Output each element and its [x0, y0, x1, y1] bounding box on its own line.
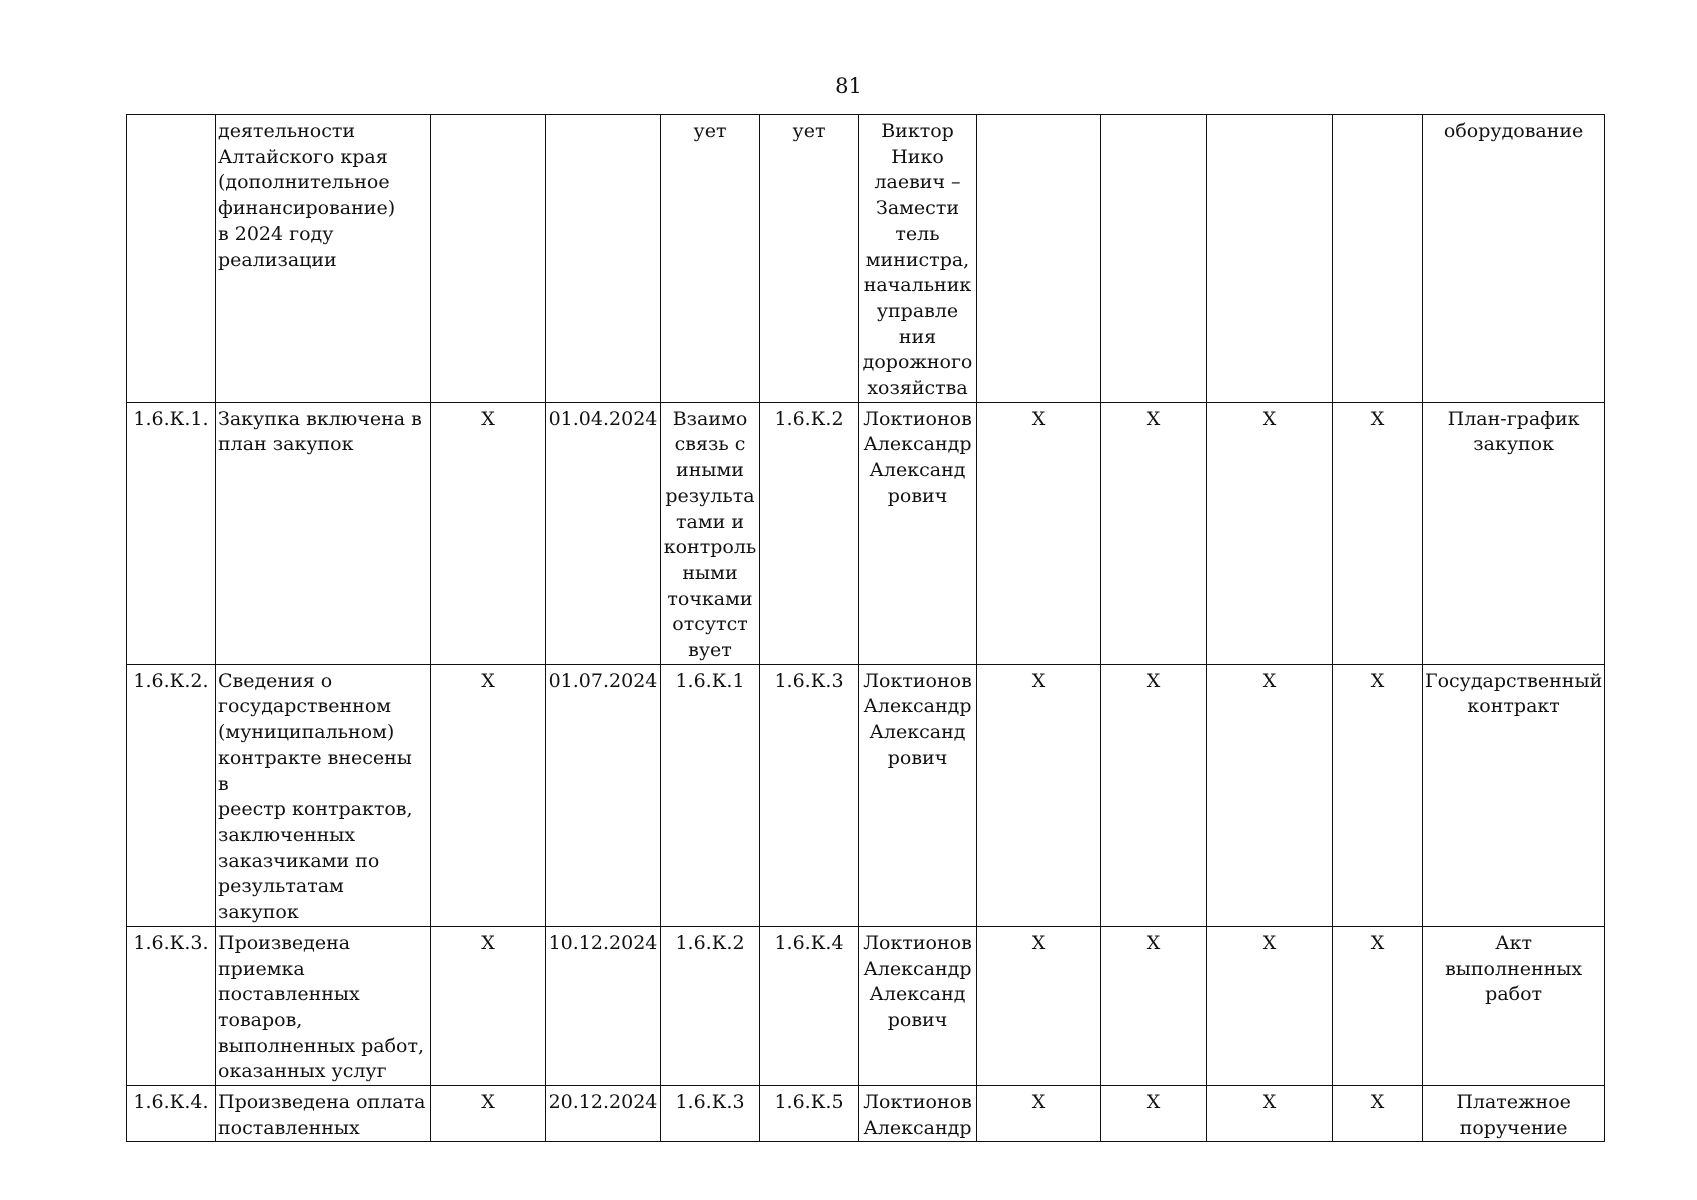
cell-code: 1.6.К.4.: [127, 1086, 216, 1142]
cell-marker: [1101, 115, 1207, 403]
cell-prev-point: 1.6.К.2: [661, 926, 760, 1085]
cell-responsible: Локтионов Александр Александ рович: [859, 926, 977, 1085]
cell-code: 1.6.К.2.: [127, 664, 216, 926]
cell-marker: Х: [431, 664, 546, 926]
cell-prev-point: ует: [661, 115, 760, 403]
cell-marker: [431, 115, 546, 403]
cell-prev-point: 1.6.К.1: [661, 664, 760, 926]
cell-prev-point: 1.6.К.3: [661, 1086, 760, 1142]
cell-marker: Х: [431, 926, 546, 1085]
cell-marker: Х: [1333, 926, 1423, 1085]
cell-marker: Х: [977, 926, 1101, 1085]
cell-marker: Х: [1207, 664, 1333, 926]
cell-marker: Х: [431, 1086, 546, 1142]
cell-next-point: 1.6.К.5: [760, 1086, 859, 1142]
cell-marker: [1207, 115, 1333, 403]
cell-name: Произведена приемка поставленных товаров, выполненных работ, оказанных услуг: [216, 926, 431, 1085]
cell-next-point: 1.6.К.4: [760, 926, 859, 1085]
cell-responsible: Локтионов Александр Александ рович: [859, 664, 977, 926]
cell-code: 1.6.К.1.: [127, 402, 216, 664]
table-row: [127, 664, 1605, 926]
page-number: 81: [835, 74, 862, 98]
cell-marker: Х: [1207, 926, 1333, 1085]
cell-marker: Х: [1101, 1086, 1207, 1142]
table-row: [127, 402, 1605, 664]
cell-code: 1.6.К.3.: [127, 926, 216, 1085]
table-row: [127, 1086, 1605, 1142]
cell-marker: [1333, 115, 1423, 403]
cell-marker: Х: [1333, 402, 1423, 664]
cell-responsible: Локтионов Александр Александ рович: [859, 402, 977, 664]
cell-marker: Х: [1207, 1086, 1333, 1142]
cell-document: Платежное поручение: [1423, 1086, 1605, 1142]
cell-marker: Х: [1101, 402, 1207, 664]
cell-marker: [977, 115, 1101, 403]
cell-name: Закупка включена в план закупок: [216, 402, 431, 664]
cell-document: Акт выполненных работ: [1423, 926, 1605, 1085]
cell-marker: Х: [1333, 664, 1423, 926]
cell-next-point: 1.6.К.3: [760, 664, 859, 926]
cell-responsible: Локтионов Александр: [859, 1086, 977, 1142]
cell-marker: Х: [977, 664, 1101, 926]
cell-marker: Х: [1333, 1086, 1423, 1142]
cell-name: Произведена оплата поставленных: [216, 1086, 431, 1142]
cell-prev-point: Взаимо связь с иными результа тами и контроль ными точками отсутст вует: [661, 402, 760, 664]
cell-code: [127, 115, 216, 403]
cell-next-point: 1.6.К.2: [760, 402, 859, 664]
cell-date: 01.04.2024: [546, 402, 661, 664]
cell-marker: Х: [977, 402, 1101, 664]
cell-marker: Х: [1101, 664, 1207, 926]
cell-responsible: Виктор Нико лаевич – Замести тель министра, начальник управле ния дорожного хозяйства: [859, 115, 977, 403]
cell-document: План-график закупок: [1423, 402, 1605, 664]
cell-date: 10.12.2024: [546, 926, 661, 1085]
cell-marker: Х: [977, 1086, 1101, 1142]
table-row: [127, 926, 1605, 1085]
cell-marker: Х: [431, 402, 546, 664]
cell-date: 01.07.2024: [546, 664, 661, 926]
cell-marker: Х: [1207, 402, 1333, 664]
cell-document: Государственный контракт: [1423, 664, 1605, 926]
cell-name: Сведения о государственном (муниципальном) контракте внесены в реестр контрактов, заключенных заказчиками по результатам закупок: [216, 664, 431, 926]
control-points-table: [126, 114, 1605, 1142]
cell-document: оборудование: [1423, 115, 1605, 403]
cell-date: [546, 115, 661, 403]
cell-name: деятельности Алтайского края (дополнительное финансирование) в 2024 году реализации: [216, 115, 431, 403]
table-row: [127, 115, 1605, 403]
cell-marker: Х: [1101, 926, 1207, 1085]
cell-date: 20.12.2024: [546, 1086, 661, 1142]
cell-next-point: ует: [760, 115, 859, 403]
